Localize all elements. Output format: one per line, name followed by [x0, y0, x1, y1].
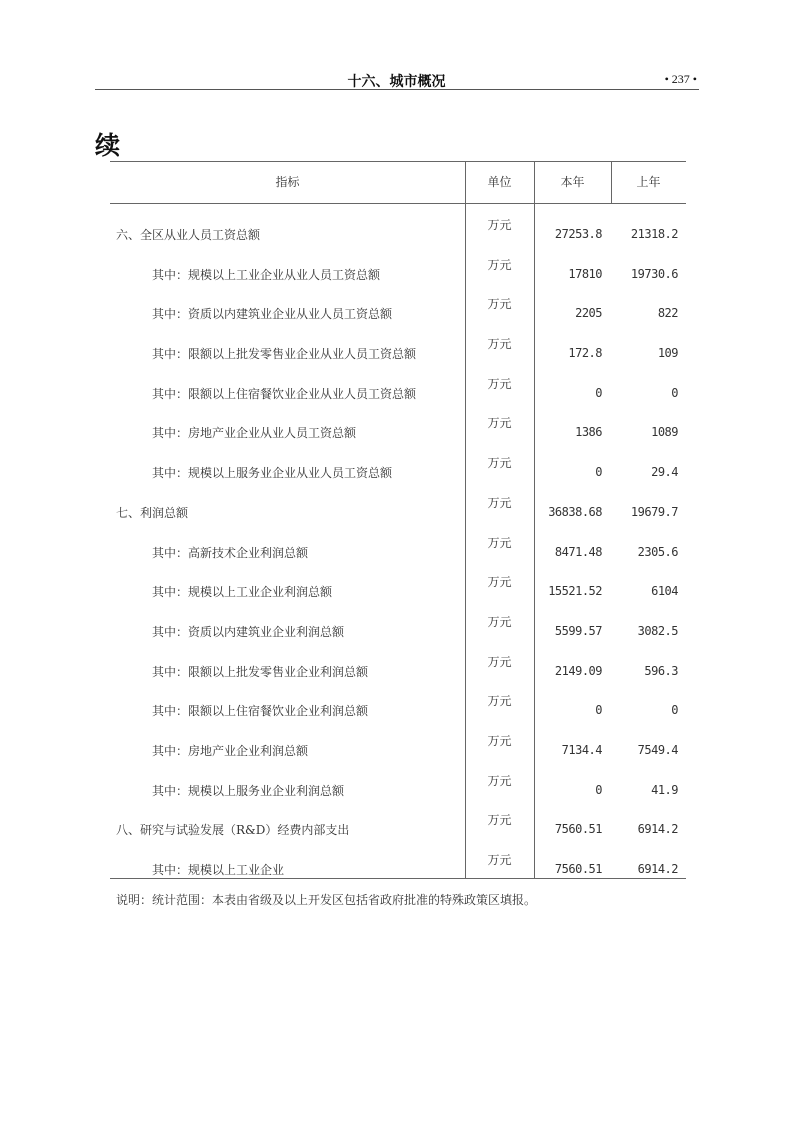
- table-row: [110, 204, 686, 244]
- table-row: [110, 402, 686, 442]
- row-previous-value: 109: [657, 346, 678, 361]
- row-previous-value: 0: [671, 385, 678, 400]
- header-current-year: 本年: [560, 175, 585, 189]
- table-row: [110, 720, 686, 760]
- row-unit: 万元: [487, 297, 512, 312]
- row-current-value: 2149.09: [554, 663, 602, 678]
- row-unit: 万元: [487, 535, 512, 550]
- header-unit: 单位: [487, 175, 512, 189]
- row-label: 其中：资质以内建筑业企业利润总额: [152, 624, 345, 639]
- row-unit: 万元: [487, 773, 512, 788]
- row-label: 其中：房地产业企业利润总额: [152, 743, 309, 758]
- table-body: [110, 204, 686, 879]
- row-current-value: 172.8: [568, 346, 602, 361]
- row-current-value: 7560.51: [554, 862, 602, 876]
- statistics-table: [110, 161, 686, 879]
- row-label: 其中：规模以上服务业企业利润总额: [152, 783, 345, 798]
- row-label: 其中：房地产业企业从业人员工资总额: [152, 426, 357, 441]
- row-previous-value: 6914.2: [637, 822, 678, 837]
- row-label: 其中：规模以上工业企业利润总额: [152, 585, 333, 600]
- row-previous-value: 2305.6: [637, 544, 678, 559]
- table-note: 说明：统计范围：本表由省级及以上开发区包括省政府批准的特殊政策区填报。: [116, 893, 537, 907]
- row-label: 其中：限额以上批发零售业企业利润总额: [152, 664, 369, 679]
- row-label: 七、利润总额: [116, 505, 189, 520]
- table-row: [110, 363, 686, 403]
- table-row: [110, 442, 686, 482]
- row-current-value: 8471.48: [554, 544, 602, 559]
- continued-label: 续: [95, 131, 121, 160]
- row-previous-value: 822: [657, 306, 678, 321]
- row-previous-value: 0: [671, 703, 678, 718]
- row-previous-value: 19679.7: [630, 504, 678, 519]
- table-row: [110, 283, 686, 323]
- row-current-value: 0: [595, 465, 602, 480]
- table-row: [110, 522, 686, 562]
- row-previous-value: 6104: [651, 584, 678, 599]
- table-row: [110, 839, 686, 879]
- row-unit: 万元: [487, 416, 512, 431]
- table-row: [110, 641, 686, 681]
- row-unit: 万元: [487, 456, 512, 471]
- row-label: 其中：限额以上住宿餐饮业企业从业人员工资总额: [152, 386, 417, 401]
- row-previous-value: 41.9: [651, 782, 678, 797]
- row-previous-value: 19730.6: [630, 266, 678, 281]
- row-label: 其中：资质以内建筑业企业从业人员工资总额: [152, 307, 393, 322]
- table-row: [110, 601, 686, 641]
- page-header-title: 十六、城市概况: [347, 74, 446, 90]
- row-unit: 万元: [487, 694, 512, 709]
- row-unit: 万元: [487, 376, 512, 391]
- row-current-value: 0: [595, 703, 602, 718]
- row-previous-value: 6914.2: [637, 862, 678, 876]
- row-previous-value: 21318.2: [630, 227, 678, 241]
- row-unit: 万元: [487, 654, 512, 669]
- row-label: 其中：高新技术企业利润总额: [152, 545, 309, 560]
- row-current-value: 2205: [575, 306, 602, 321]
- table-row: [110, 799, 686, 839]
- row-current-value: 7134.4: [561, 742, 602, 757]
- header-indicator: 指标: [275, 175, 300, 189]
- row-previous-value: 596.3: [644, 663, 678, 678]
- row-label: 八、研究与试验发展（R&D）经费内部支出: [116, 823, 350, 838]
- row-current-value: 0: [595, 385, 602, 400]
- row-label: 其中：规模以上工业企业从业人员工资总额: [152, 267, 381, 282]
- row-current-value: 36838.68: [548, 504, 602, 519]
- row-label: 六、全区从业人员工资总额: [116, 228, 261, 242]
- table-row: [110, 760, 686, 800]
- row-current-value: 15521.52: [548, 584, 602, 599]
- table-row: [110, 680, 686, 720]
- row-previous-value: 7549.4: [637, 742, 678, 757]
- table-row: [110, 244, 686, 284]
- row-current-value: 0: [595, 782, 602, 797]
- row-unit: 万元: [487, 257, 512, 272]
- table-row: [110, 482, 686, 522]
- row-previous-value: 29.4: [651, 465, 678, 480]
- row-label: 其中：限额以上批发零售业企业从业人员工资总额: [152, 347, 417, 362]
- table-row: [110, 561, 686, 601]
- page-number: • 237 •: [664, 72, 697, 86]
- row-unit: 万元: [487, 337, 512, 352]
- row-current-value: 1386: [575, 425, 602, 440]
- row-unit: 万元: [487, 218, 512, 232]
- header-rule: [95, 89, 699, 90]
- row-unit: 万元: [487, 733, 512, 748]
- row-unit: 万元: [487, 495, 512, 510]
- row-current-value: 17810: [568, 266, 602, 281]
- header-previous-year: 上年: [636, 175, 661, 189]
- row-previous-value: 3082.5: [637, 623, 678, 638]
- row-current-value: 5599.57: [554, 623, 602, 638]
- row-current-value: 27253.8: [554, 227, 602, 241]
- row-unit: 万元: [487, 614, 512, 629]
- row-label: 其中：规模以上服务业企业从业人员工资总额: [152, 466, 393, 481]
- row-label: 其中：限额以上住宿餐饮业企业利润总额: [152, 704, 369, 719]
- row-unit: 万元: [487, 813, 512, 828]
- row-current-value: 7560.51: [554, 822, 602, 837]
- table-row: [110, 323, 686, 363]
- row-previous-value: 1089: [651, 425, 678, 440]
- row-unit: 万元: [487, 853, 512, 867]
- row-label: 其中：规模以上工业企业: [152, 863, 285, 877]
- row-unit: 万元: [487, 575, 512, 590]
